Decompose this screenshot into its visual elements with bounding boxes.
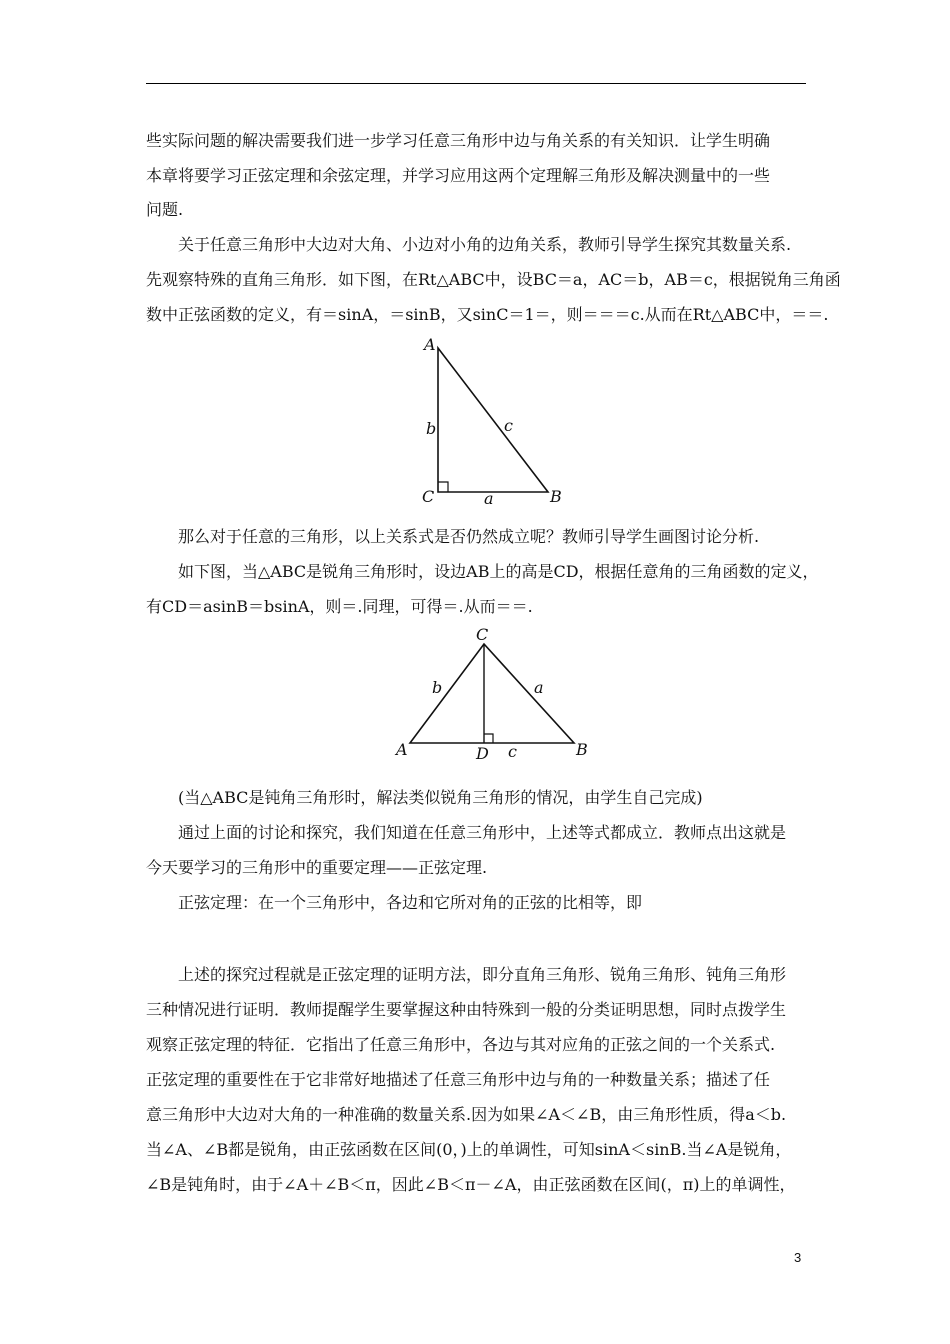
paragraph-line: 如下图，当△ABC是锐角三角形时，设边AB上的高是CD，根据任意角的三角函数的定义， [146,562,819,581]
paragraph-line: 问题. [146,200,184,219]
paragraph-line: 通过上面的讨论和探究，我们知道在任意三角形中，上述等式都成立．教师点出这就是 [146,823,787,842]
vertex-label-D: D [476,744,489,763]
side-label-a: a [534,678,544,697]
paragraph-line: ∠B是钝角时，由于∠A＋∠B＜π，因此∠B＜π－∠A，由正弦函数在区间(，π)上的单调性， [146,1175,796,1194]
side-label-b: b [426,419,437,438]
paragraph-line: 数中正弦函数的定义，有＝sinA，＝sinB，又sinC＝1＝，则＝＝＝c.从而在Rt△ABC中，＝＝. [146,305,829,324]
paragraph-line: 正弦定理：在一个三角形中，各边和它所对角的正弦的比相等，即 [146,893,643,912]
side-label-a: a [484,489,494,508]
paragraph-line: (当△ABC是钝角三角形时，解法类似锐角三角形的情况，由学生自己完成) [146,788,703,807]
vertex-label-B: B [576,740,588,759]
right-triangle-figure [410,330,580,510]
paragraph-line: 那么对于任意的三角形，以上关系式是否仍然成立呢？教师引导学生画图讨论分析. [146,527,760,546]
page-number: 3 [794,1250,802,1265]
paragraph-line: 上述的探究过程就是正弦定理的证明方法，即分直角三角形、锐角三角形、钝角三角形 [146,965,787,984]
paragraph-line: 正弦定理的重要性在于它非常好地描述了任意三角形中边与角的一种数量关系；描述了任 [146,1070,771,1089]
vertex-label-C: C [476,625,489,644]
acute-triangle-figure [392,618,602,768]
vertex-label-A: A [396,740,408,759]
paragraph-line: 有CD＝asinB＝bsinA，则＝.同理，可得＝.从而＝＝. [146,597,533,616]
paragraph-line: 本章将要学习正弦定理和余弦定理，并学习应用这两个定理解三角形及解决测量中的一些 [146,166,771,185]
vertex-label-C: C [422,487,435,506]
vertex-label-B: B [550,487,562,506]
header-rule [146,83,806,84]
paragraph-line: 先观察特殊的直角三角形．如下图，在Rt△ABC中，设BC＝a，AC＝b，AB＝c，根据锐角三角函 [146,270,841,289]
paragraph-line: 当∠A、∠B都是锐角，由正弦函数在区间(0，)上的单调性，可知sinA＜sinB.当∠A是锐角， [146,1140,792,1159]
paragraph-line: 意三角形中大边对大角的一种准确的数量关系.因为如果∠A＜∠B，由三角形性质，得a＜b. [146,1105,787,1124]
side-label-c: c [504,416,513,435]
side-label-c: c [508,742,517,761]
paragraph-line: 三种情况进行证明．教师提醒学生要掌握这种由特殊到一般的分类证明思想，同时点拨学生 [146,1000,787,1019]
paragraph-line: 今天要学习的三角形中的重要定理——正弦定理. [146,858,488,877]
paragraph-line: 关于任意三角形中大边对大角、小边对小角的边角关系，教师引导学生探究其数量关系. [146,235,792,254]
side-label-b: b [432,678,443,697]
vertex-label-A: A [424,335,436,354]
paragraph-line: 观察正弦定理的特征．它指出了任意三角形中，各边与其对应角的正弦之间的一个关系式. [146,1035,776,1054]
paragraph-line: 些实际问题的解决需要我们进一步学习任意三角形中边与角关系的有关知识．让学生明确 [146,131,771,150]
